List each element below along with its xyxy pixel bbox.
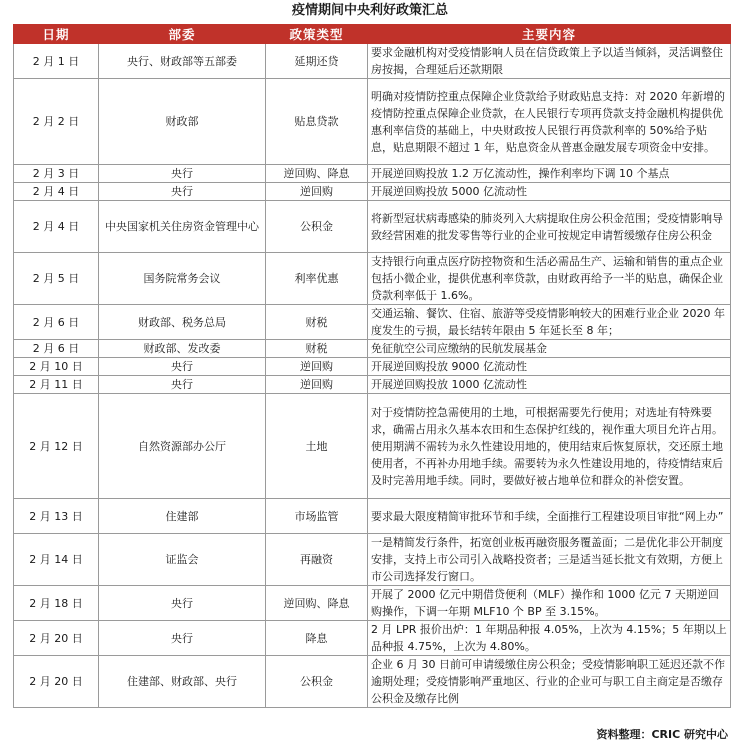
cell-dept: 央行: [99, 376, 266, 394]
table-row: [14, 183, 731, 201]
cell-content: 开展逆回购投放 1000 亿流动性: [368, 376, 731, 394]
table-row: [14, 586, 731, 621]
cell-date: 2 月 6 日: [14, 305, 99, 340]
cell-content: 明确对疫情防控重点保障企业贷款给予财政贴息支持：对 2020 年新增的疫情防控重点保障企业贷款，在人民银行专项再贷款支持金融机构提供优惠利率信贷的基础上，中央财政按人民银行再贷款利率的 50%给予贴息，贴息期限不超过 1 年，贴息资金从普惠金融发展专项资金中安排。: [368, 79, 731, 165]
table-row: [14, 656, 731, 708]
table-row: [14, 340, 731, 358]
cell-date: 2 月 3 日: [14, 165, 99, 183]
cell-date: 2 月 12 日: [14, 394, 99, 499]
table-row: [14, 44, 731, 79]
cell-content: 要求金融机构对受疫情影响人员在信贷政策上予以适当倾斜，灵活调整住房按揭，合理延后还款期限: [368, 44, 731, 79]
cell-date: 2 月 11 日: [14, 376, 99, 394]
cell-content: 一是精简发行条件，拓宽创业板再融资服务覆盖面；二是优化非公开制度安排，支持上市公司引入战略投资者；三是适当延长批文有效期，方便上市公司选择发行窗口。: [368, 534, 731, 586]
cell-date: 2 月 5 日: [14, 253, 99, 305]
cell-dept: 财政部: [99, 79, 266, 165]
header-content: 主要内容: [368, 25, 731, 44]
table-row: [14, 79, 731, 165]
cell-type: 逆回购: [266, 376, 368, 394]
table-row: [14, 305, 731, 340]
cell-content: 开展逆回购投放 1.2 万亿流动性，操作利率均下调 10 个基点: [368, 165, 731, 183]
cell-type: 利率优惠: [266, 253, 368, 305]
header-type: 政策类型: [266, 25, 368, 44]
cell-dept: 证监会: [99, 534, 266, 586]
cell-type: 公积金: [266, 656, 368, 708]
cell-type: 延期还贷: [266, 44, 368, 79]
cell-date: 2 月 1 日: [14, 44, 99, 79]
source-note: 资料整理：CRIC 研究中心: [596, 728, 728, 741]
cell-content: 企业 6 月 30 日前可申请缓缴住房公积金；受疫情影响职工延迟还款不作逾期处理；受疫情影响严重地区、行业的企业可与职工自主商定是否缴存公积金及缴存比例: [368, 656, 731, 708]
table-row: [14, 534, 731, 586]
cell-date: 2 月 2 日: [14, 79, 99, 165]
cell-type: 市场监管: [266, 499, 368, 534]
cell-content: 对于疫情防控急需使用的土地，可根据需要先行使用；对选址有特殊要求，确需占用永久基本农田和生态保护红线的，视作重大项目允许占用。使用期满不需转为永久性建设用地的，使用结束后恢复原状，交还原土地使用者，不再补办用地手续。需要转为永久性建设用地的，待疫情结束后及时完善用地手续。同时，要做好被占地单位和群众的补偿安置。: [368, 394, 731, 499]
cell-dept: 住建部、财政部、央行: [99, 656, 266, 708]
cell-content: 开展逆回购投放 5000 亿流动性: [368, 183, 731, 201]
cell-content: 将新型冠状病毒感染的肺炎列入大病提取住房公积金范围；受疫情影响导致经营困难的批发零售等行业的企业可按规定申请暂缓缴存住房公积金: [368, 201, 731, 253]
cell-date: 2 月 4 日: [14, 201, 99, 253]
cell-type: 公积金: [266, 201, 368, 253]
table-row: [14, 358, 731, 376]
cell-date: 2 月 4 日: [14, 183, 99, 201]
header-date: 日期: [14, 25, 99, 44]
cell-date: 2 月 14 日: [14, 534, 99, 586]
cell-type: 逆回购、降息: [266, 165, 368, 183]
cell-date: 2 月 20 日: [14, 656, 99, 708]
cell-date: 2 月 20 日: [14, 621, 99, 656]
table-row: [14, 253, 731, 305]
cell-dept: 财政部、税务总局: [99, 305, 266, 340]
cell-dept: 央行: [99, 165, 266, 183]
cell-type: 逆回购、降息: [266, 586, 368, 621]
table-row: [14, 165, 731, 183]
cell-dept: 自然资源部办公厅: [99, 394, 266, 499]
cell-dept: 财政部、发改委: [99, 340, 266, 358]
table-header-row: [14, 25, 731, 44]
table-row: [14, 201, 731, 253]
header-dept: 部委: [99, 25, 266, 44]
cell-type: 逆回购: [266, 183, 368, 201]
cell-type: 土地: [266, 394, 368, 499]
cell-dept: 中央国家机关住房资金管理中心: [99, 201, 266, 253]
cell-content: 开展逆回购投放 9000 亿流动性: [368, 358, 731, 376]
cell-dept: 央行: [99, 183, 266, 201]
cell-content: 免征航空公司应缴纳的民航发展基金: [368, 340, 731, 358]
cell-dept: 央行: [99, 586, 266, 621]
cell-content: 要求最大限度精简审批环节和手续，全面推行工程建设项目审批“网上办”: [368, 499, 731, 534]
table-row: [14, 499, 731, 534]
cell-date: 2 月 13 日: [14, 499, 99, 534]
cell-type: 再融资: [266, 534, 368, 586]
cell-date: 2 月 10 日: [14, 358, 99, 376]
cell-dept: 央行、财政部等五部委: [99, 44, 266, 79]
table-row: [14, 394, 731, 499]
cell-dept: 国务院常务会议: [99, 253, 266, 305]
cell-dept: 央行: [99, 621, 266, 656]
cell-type: 降息: [266, 621, 368, 656]
table-row: [14, 376, 731, 394]
cell-type: 贴息贷款: [266, 79, 368, 165]
cell-type: 财税: [266, 340, 368, 358]
cell-type: 财税: [266, 305, 368, 340]
cell-content: 交通运输、餐饮、住宿、旅游等受疫情影响较大的困难行业企业 2020 年度发生的亏损，最长结转年限由 5 年延长至 8 年；: [368, 305, 731, 340]
cell-content: 支持银行向重点医疗防控物资和生活必需品生产、运输和销售的重点企业包括小微企业，提供优惠利率贷款，由财政再给予一半的贴息，确保企业贷款利率低于 1.6%。: [368, 253, 731, 305]
table-row: [14, 621, 731, 656]
cell-date: 2 月 6 日: [14, 340, 99, 358]
cell-dept: 住建部: [99, 499, 266, 534]
policy-table: [13, 24, 731, 708]
cell-type: 逆回购: [266, 358, 368, 376]
cell-content: 2 月 LPR 报价出炉：1 年期品种报 4.05%，上次为 4.15%；5 年期以上品种报 4.75%，上次为 4.80%。: [368, 621, 731, 656]
cell-content: 开展了 2000 亿元中期借贷便利（MLF）操作和 1000 亿元 7 天期逆回购操作，下调一年期 MLF10 个 BP 至 3.15%。: [368, 586, 731, 621]
cell-dept: 央行: [99, 358, 266, 376]
page-title: 疫情期间中央利好政策汇总: [291, 3, 448, 18]
cell-date: 2 月 18 日: [14, 586, 99, 621]
